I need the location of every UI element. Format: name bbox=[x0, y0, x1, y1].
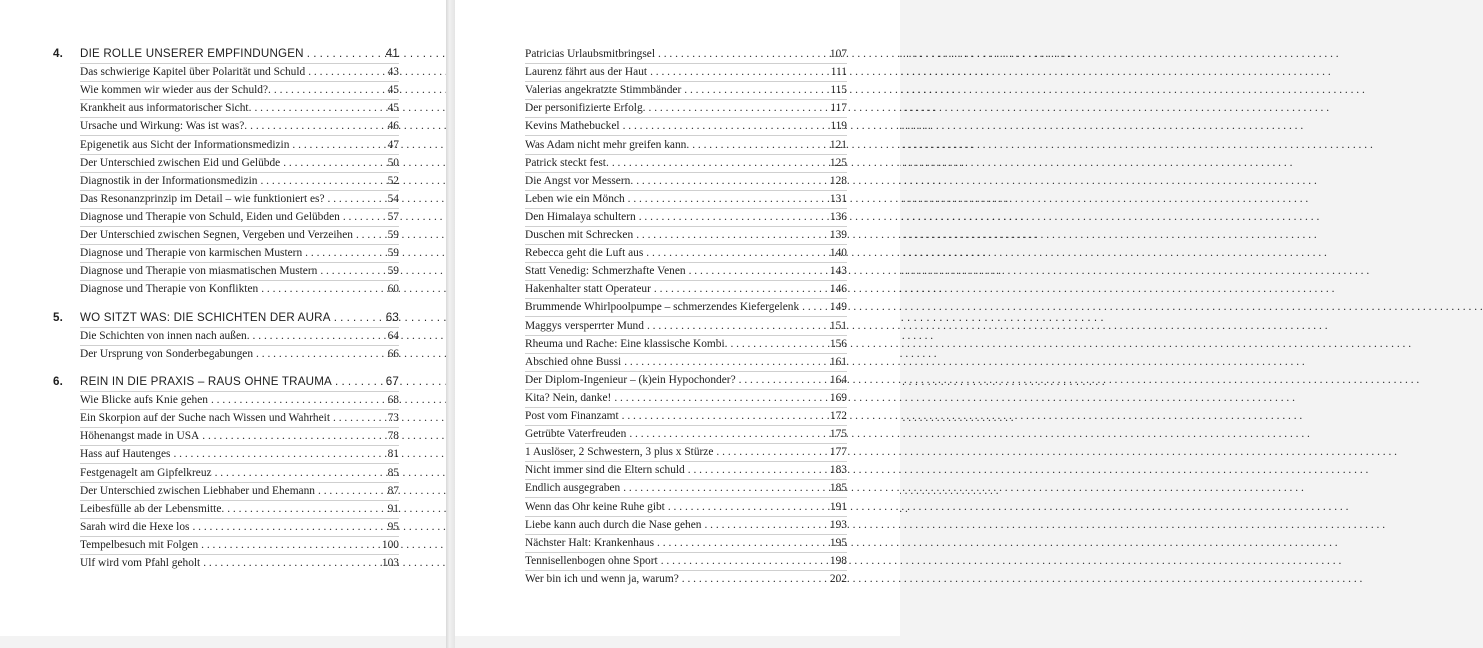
dot-leader bbox=[211, 393, 374, 407]
toc-entry bbox=[525, 500, 847, 514]
entry-title: Post vom Finanzamt bbox=[525, 410, 619, 422]
page-number: 41 bbox=[385, 47, 399, 60]
toc-entry bbox=[525, 119, 847, 133]
page-number: 195 bbox=[829, 536, 847, 549]
table-of-contents-left bbox=[0, 0, 446, 636]
entry-divider bbox=[80, 208, 399, 209]
page-number: 128 bbox=[829, 174, 847, 187]
page-number: 46 bbox=[387, 120, 399, 133]
entry-title: Statt Venedig: Schmerzhafte Venen bbox=[525, 265, 686, 278]
dot-leader bbox=[335, 375, 374, 389]
page-number: 54 bbox=[387, 192, 399, 205]
dot-leader bbox=[261, 282, 374, 296]
entry-divider bbox=[525, 280, 847, 281]
entry-title: Kevins Mathebuckel bbox=[525, 120, 620, 133]
toc-entry bbox=[525, 319, 847, 333]
entry-divider bbox=[80, 427, 399, 428]
dot-leader bbox=[650, 65, 822, 79]
entry-title: Laurenz fährt aus der Haut bbox=[525, 66, 648, 79]
entry-title: Den Himalaya schultern bbox=[525, 210, 636, 223]
entry-divider bbox=[525, 389, 847, 390]
dot-leader bbox=[646, 246, 822, 260]
page-number: 149 bbox=[829, 301, 847, 314]
dot-leader bbox=[283, 156, 374, 170]
dot-leader bbox=[192, 520, 374, 534]
entry-divider bbox=[525, 534, 847, 535]
page-number: 45 bbox=[387, 84, 399, 97]
toc-entry bbox=[80, 447, 399, 461]
page-number: 59 bbox=[387, 265, 399, 278]
entry-divider bbox=[525, 63, 847, 64]
toc-entry bbox=[525, 518, 847, 532]
page-number: 161 bbox=[829, 355, 847, 368]
entry-title: Die Schichten von innen nach außen. bbox=[80, 330, 250, 343]
entry-divider bbox=[80, 172, 399, 173]
dot-leader bbox=[614, 391, 822, 405]
page-number: 91 bbox=[387, 502, 399, 515]
entry-divider bbox=[80, 409, 399, 410]
entry-divider bbox=[525, 316, 847, 317]
toc-entry bbox=[525, 536, 847, 550]
entry-title: Kita? Nein, danke! bbox=[525, 391, 612, 404]
dot-leader bbox=[739, 373, 822, 387]
page-number: 136 bbox=[829, 210, 847, 223]
page-number: 193 bbox=[829, 518, 847, 531]
page-number: 185 bbox=[829, 482, 847, 495]
entry-divider bbox=[525, 262, 847, 263]
dot-leader bbox=[305, 246, 374, 260]
entry-title: Liebe kann auch durch die Nase gehen bbox=[525, 518, 702, 531]
dot-leader bbox=[639, 210, 822, 224]
page-number: 183 bbox=[829, 464, 847, 477]
page-number: 43 bbox=[387, 66, 399, 79]
entry-divider bbox=[525, 353, 847, 354]
toc-entry bbox=[80, 83, 399, 97]
entry-title: Maggys versperrter Mund bbox=[525, 319, 644, 332]
toc-entry bbox=[525, 355, 847, 369]
toc-entry bbox=[525, 463, 847, 477]
entry-title: Diagnose und Therapie von Konflikten bbox=[80, 283, 259, 296]
entry-title: Höhenangst made in USA bbox=[80, 430, 200, 443]
entry-divider bbox=[525, 461, 847, 462]
chapter-title: DIE ROLLE UNSERER EMPFINDUNGEN bbox=[80, 47, 304, 60]
toc-entry bbox=[525, 300, 847, 314]
dot-leader bbox=[661, 554, 822, 568]
toc-entry bbox=[525, 572, 847, 586]
entry-title: Ein Skorpion auf der Suche nach Wissen und Wahrheit bbox=[80, 412, 331, 425]
toc-entry bbox=[525, 445, 847, 459]
entry-title: Rheuma und Rache: Eine klassische Kombi. bbox=[525, 337, 728, 350]
entry-divider bbox=[525, 425, 847, 426]
page-number: 169 bbox=[829, 391, 847, 404]
page-number: 202 bbox=[829, 572, 847, 585]
entry-divider bbox=[525, 190, 847, 191]
entry-divider bbox=[525, 570, 847, 571]
dot-leader bbox=[253, 329, 374, 343]
page-number: 119 bbox=[830, 120, 847, 133]
entry-title: Der Unterschied zwischen Segnen, Vergeben und Verzeihen bbox=[80, 229, 353, 241]
page-number: 100 bbox=[381, 538, 399, 551]
toc-entry bbox=[525, 282, 847, 296]
page-number: 63 bbox=[385, 311, 399, 324]
toc-entry bbox=[525, 391, 847, 405]
page-number: 45 bbox=[387, 102, 399, 115]
right-page bbox=[455, 0, 900, 636]
dot-leader bbox=[629, 427, 822, 441]
chapter-heading bbox=[53, 47, 399, 61]
entry-title: Tempelbesuch mit Folgen bbox=[80, 538, 199, 551]
entry-divider bbox=[525, 443, 847, 444]
toc-entry bbox=[525, 373, 847, 387]
entry-title: Krankheit aus informatorischer Sicht. bbox=[80, 102, 252, 115]
toc-entry bbox=[525, 337, 847, 351]
page-number: 191 bbox=[829, 500, 847, 513]
dot-leader bbox=[704, 518, 822, 532]
dot-leader bbox=[318, 484, 374, 498]
dot-leader bbox=[716, 445, 822, 459]
entry-title: Die Angst vor Messern. bbox=[525, 174, 634, 187]
toc-entry bbox=[80, 192, 399, 206]
toc-entry bbox=[80, 484, 399, 498]
page-number: 140 bbox=[829, 247, 847, 260]
toc-entry bbox=[525, 210, 847, 224]
entry-divider bbox=[80, 500, 399, 501]
entry-title: Der Unterschied zwischen Eid und Gelübde bbox=[80, 156, 281, 169]
entry-title: Diagnose und Therapie von karmischen Mustern bbox=[80, 247, 303, 260]
dot-leader bbox=[334, 311, 374, 325]
page-number: 87 bbox=[387, 484, 399, 497]
entry-title: Das schwierige Kapitel über Polarität und Schuld bbox=[80, 66, 306, 79]
dot-leader bbox=[623, 119, 822, 133]
entry-divider bbox=[80, 99, 399, 100]
toc-entry bbox=[80, 538, 399, 552]
dot-leader bbox=[227, 502, 374, 516]
dot-leader bbox=[292, 138, 374, 152]
dot-leader bbox=[254, 101, 374, 115]
toc-entry bbox=[80, 502, 399, 516]
toc-entry bbox=[80, 101, 399, 115]
entry-title: Der Unterschied zwischen Liebhaber und Ehemann bbox=[80, 484, 315, 497]
toc-entry bbox=[80, 174, 399, 188]
entry-divider bbox=[525, 497, 847, 498]
entry-divider bbox=[80, 81, 399, 82]
page-number: 151 bbox=[829, 319, 847, 332]
entry-title: Patricias Urlaubsmitbringsel bbox=[525, 48, 656, 60]
dot-leader bbox=[649, 101, 823, 115]
dot-leader bbox=[624, 355, 822, 369]
page-number: 146 bbox=[829, 283, 847, 296]
entry-title: Der Ursprung von Sonderbegabungen bbox=[80, 348, 254, 361]
dot-leader bbox=[654, 282, 822, 296]
dot-leader bbox=[612, 156, 822, 170]
entry-divider bbox=[80, 280, 399, 281]
page-number: 60 bbox=[387, 283, 399, 296]
entry-title: Sarah wird die Hexe los bbox=[80, 520, 190, 533]
toc-entry bbox=[525, 228, 847, 242]
entry-title: Patrick steckt fest. bbox=[525, 156, 609, 169]
entry-title: Nächster Halt: Krankenhaus bbox=[525, 536, 655, 549]
entry-title: Was Adam nicht mehr greifen kann. bbox=[525, 138, 690, 151]
dot-leader bbox=[307, 47, 374, 61]
left-page bbox=[0, 0, 446, 636]
dot-leader bbox=[636, 174, 822, 188]
entry-title: Ursache und Wirkung: Was ist was?. bbox=[80, 120, 248, 133]
page-number: 50 bbox=[387, 156, 399, 169]
entry-divider bbox=[80, 226, 399, 227]
page-number: 81 bbox=[387, 448, 399, 461]
dot-leader bbox=[730, 337, 822, 351]
toc-entry bbox=[525, 554, 847, 568]
page-number: 111 bbox=[830, 66, 847, 79]
page-number: 73 bbox=[387, 412, 399, 425]
toc-entry bbox=[525, 427, 847, 441]
entry-title: Leibesfülle ab der Lebensmitte. bbox=[80, 502, 225, 515]
dot-leader bbox=[356, 228, 374, 242]
entry-divider bbox=[525, 172, 847, 173]
entry-divider bbox=[525, 371, 847, 372]
entry-divider bbox=[525, 335, 847, 336]
toc-entry bbox=[80, 520, 399, 534]
entry-title: Endlich ausgegraben bbox=[525, 482, 621, 495]
entry-divider bbox=[80, 345, 399, 346]
entry-divider bbox=[80, 391, 399, 392]
page-number: 107 bbox=[829, 48, 847, 60]
toc-entry bbox=[80, 138, 399, 152]
toc-entry bbox=[525, 101, 847, 115]
entry-divider bbox=[80, 463, 399, 464]
entry-title: Wer bin ich und wenn ja, warum? bbox=[525, 572, 679, 585]
entry-divider bbox=[525, 208, 847, 209]
entry-divider bbox=[525, 298, 847, 299]
toc-entry bbox=[525, 246, 847, 260]
page-number: 117 bbox=[830, 102, 847, 115]
chapter-heading bbox=[53, 375, 399, 389]
entry-divider bbox=[80, 482, 399, 483]
entry-divider bbox=[525, 516, 847, 517]
dot-leader bbox=[201, 538, 374, 552]
entry-divider bbox=[80, 154, 399, 155]
toc-entry bbox=[525, 192, 847, 206]
dot-leader bbox=[333, 411, 374, 425]
toc-entry bbox=[80, 65, 399, 79]
toc-entry bbox=[80, 466, 399, 480]
toc-entry bbox=[80, 429, 399, 443]
entry-title: Getrübte Vaterfreuden bbox=[525, 428, 627, 441]
entry-title: Ulf wird vom Pfahl geholt bbox=[80, 557, 201, 569]
entry-title: Der Diplom-Ingenieur – (k)ein Hypochonder? bbox=[525, 373, 736, 386]
dot-leader bbox=[250, 119, 374, 133]
page-number: 156 bbox=[829, 337, 847, 350]
entry-divider bbox=[80, 190, 399, 191]
dot-leader bbox=[628, 192, 822, 206]
dot-leader bbox=[202, 429, 374, 443]
page-number: 198 bbox=[829, 554, 847, 567]
entry-divider bbox=[80, 244, 399, 245]
dot-leader bbox=[622, 409, 822, 423]
entry-title: Diagnose und Therapie von miasmatischen Mustern bbox=[80, 265, 318, 278]
page-number: 59 bbox=[387, 247, 399, 260]
dot-leader bbox=[203, 556, 374, 570]
entry-title: Brummende Whirlpoolpumpe – schmerzendes Kiefergelenk bbox=[525, 301, 800, 314]
toc-entry bbox=[80, 246, 399, 260]
entry-title: Wie kommen wir wieder aus der Schuld?. bbox=[80, 84, 271, 97]
entry-divider bbox=[80, 135, 399, 136]
toc-entry bbox=[525, 174, 847, 188]
page-number: 103 bbox=[381, 557, 399, 569]
entry-divider bbox=[80, 117, 399, 118]
entry-title: Hakenhalter statt Operateur bbox=[525, 283, 651, 296]
page-number: 68 bbox=[387, 394, 399, 407]
page-number: 78 bbox=[387, 430, 399, 443]
entry-title: Nicht immer sind die Eltern schuld bbox=[525, 464, 685, 477]
page-number: 172 bbox=[829, 410, 847, 422]
toc-entry bbox=[525, 47, 847, 61]
entry-title: Diagnostik in der Informationsmedizin bbox=[80, 174, 258, 187]
toc-entry bbox=[525, 264, 847, 278]
toc-entry bbox=[525, 409, 847, 423]
entry-divider bbox=[525, 244, 847, 245]
entry-title: Der personifizierte Erfolg. bbox=[525, 102, 646, 115]
dot-leader bbox=[802, 300, 822, 314]
toc-entry bbox=[80, 228, 399, 242]
entry-title: Abschied ohne Bussi bbox=[525, 355, 622, 368]
entry-divider bbox=[525, 99, 847, 100]
entry-divider bbox=[80, 262, 399, 263]
page-number: 52 bbox=[387, 174, 399, 187]
toc-entry bbox=[525, 138, 847, 152]
chapter-title: REIN IN DIE PRAXIS – RAUS OHNE TRAUMA bbox=[80, 375, 332, 388]
page-number: 115 bbox=[830, 84, 847, 97]
dot-leader bbox=[256, 347, 374, 361]
dot-leader bbox=[684, 83, 822, 97]
entry-divider bbox=[525, 407, 847, 408]
entry-title: Rebecca geht die Luft aus bbox=[525, 247, 644, 260]
table-of-contents-right bbox=[455, 0, 900, 636]
entry-title: Duschen mit Schrecken bbox=[525, 229, 634, 241]
entry-title: Diagnose und Therapie von Schuld, Eiden und Gelübden bbox=[80, 210, 340, 223]
dot-leader bbox=[260, 174, 374, 188]
page-number: 175 bbox=[829, 428, 847, 441]
entry-title: Festgenagelt am Gipfelkreuz bbox=[80, 466, 212, 479]
toc-entry bbox=[80, 556, 399, 570]
dot-leader bbox=[328, 192, 374, 206]
entry-divider bbox=[80, 327, 399, 328]
page-number: 164 bbox=[829, 373, 847, 386]
entry-divider bbox=[80, 536, 399, 537]
chapter-number: 4. bbox=[53, 47, 64, 60]
page-number: 47 bbox=[387, 138, 399, 151]
toc-entry bbox=[80, 119, 399, 133]
page-number: 95 bbox=[387, 520, 399, 533]
entry-divider bbox=[80, 445, 399, 446]
entry-title: Valerias angekratzte Stimmbänder bbox=[525, 84, 682, 97]
entry-divider bbox=[525, 226, 847, 227]
dot-leader bbox=[636, 228, 822, 242]
page-number: 59 bbox=[387, 229, 399, 241]
chapter-heading bbox=[53, 311, 399, 325]
page-number: 177 bbox=[829, 446, 847, 459]
entry-divider bbox=[80, 554, 399, 555]
entry-title: 1 Auslöser, 2 Schwestern, 3 plus x Stürze bbox=[525, 446, 714, 459]
dot-leader bbox=[343, 210, 374, 224]
entry-title: Tennisellenbogen ohne Sport bbox=[525, 554, 658, 567]
entry-divider bbox=[525, 81, 847, 82]
entry-title: Hass auf Hautenges bbox=[80, 448, 171, 461]
toc-entry bbox=[525, 481, 847, 495]
toc-entry bbox=[80, 282, 399, 296]
entry-divider bbox=[525, 479, 847, 480]
page-number: 66 bbox=[387, 348, 399, 361]
toc-entry bbox=[80, 329, 399, 343]
toc-entry bbox=[80, 393, 399, 407]
toc-entry bbox=[80, 264, 399, 278]
dot-leader bbox=[658, 47, 822, 61]
page-number: 67 bbox=[385, 375, 399, 388]
page-number: 143 bbox=[829, 265, 847, 278]
toc-entry bbox=[80, 347, 399, 361]
entry-divider bbox=[80, 63, 399, 64]
dot-leader bbox=[215, 466, 374, 480]
dot-leader bbox=[647, 319, 822, 333]
chapter-number: 5. bbox=[53, 311, 64, 324]
entry-title: Epigenetik aus Sicht der Informationsmedizin bbox=[80, 138, 290, 151]
page-number: 64 bbox=[387, 330, 399, 343]
entry-divider bbox=[525, 154, 847, 155]
dot-leader bbox=[689, 264, 822, 278]
entry-divider bbox=[80, 518, 399, 519]
toc-entry bbox=[80, 411, 399, 425]
toc-entry bbox=[525, 156, 847, 170]
dot-leader bbox=[692, 138, 822, 152]
dot-leader bbox=[274, 83, 374, 97]
dot-leader bbox=[657, 536, 822, 550]
page-number: 85 bbox=[387, 466, 399, 479]
chapter-number: 6. bbox=[53, 375, 64, 388]
dot-leader bbox=[682, 572, 822, 586]
entry-divider bbox=[525, 552, 847, 553]
page-number: 139 bbox=[829, 229, 847, 241]
toc-entry bbox=[80, 156, 399, 170]
toc-entry bbox=[525, 83, 847, 97]
entry-title: Leben wie ein Mönch bbox=[525, 192, 625, 205]
dot-leader bbox=[668, 500, 822, 514]
entry-divider bbox=[525, 135, 847, 136]
toc-entry bbox=[525, 65, 847, 79]
page-number: 131 bbox=[829, 192, 847, 205]
toc-entry bbox=[80, 210, 399, 224]
entry-title: Das Resonanzprinzip im Detail – wie funktioniert es? bbox=[80, 192, 325, 205]
dot-leader bbox=[320, 264, 374, 278]
entry-divider bbox=[525, 117, 847, 118]
dot-leader bbox=[623, 481, 822, 495]
page-number: 121 bbox=[829, 138, 847, 151]
dot-leader bbox=[688, 463, 822, 477]
dot-leader bbox=[173, 447, 374, 461]
entry-title: Wie Blicke aufs Knie gehen bbox=[80, 394, 208, 407]
entry-title: Wenn das Ohr keine Ruhe gibt bbox=[525, 500, 665, 513]
chapter-title: WO SITZT WAS: DIE SCHICHTEN DER AURA bbox=[80, 311, 331, 324]
page-number: 125 bbox=[829, 156, 847, 169]
book-spine bbox=[446, 0, 455, 648]
page-number: 57 bbox=[387, 210, 399, 223]
dot-leader bbox=[308, 65, 374, 79]
